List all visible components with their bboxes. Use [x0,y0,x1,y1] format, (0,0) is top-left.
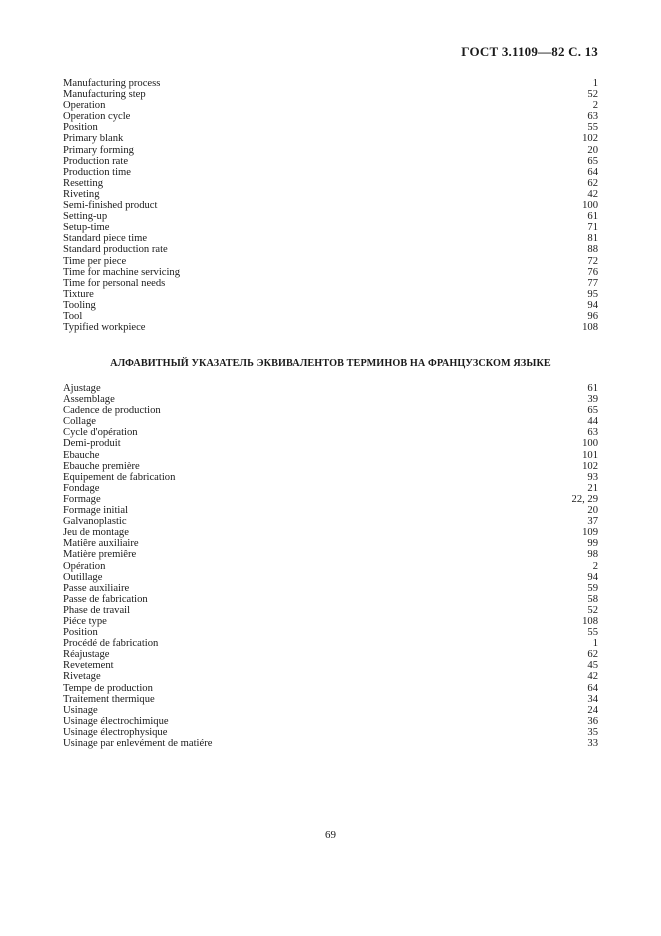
index-term: Cadence de production [63,405,161,417]
index-term: Galvanoplastic [63,516,127,528]
index-entry [63,322,598,333]
index-number: 37 [587,516,598,528]
index-number: 55 [587,122,598,134]
index-number: 21 [587,482,598,494]
index-term: Réajustage [63,649,110,661]
english-term-index [63,78,598,333]
index-number: 98 [587,549,598,561]
index-entry [63,438,598,449]
index-number: 99 [587,538,598,550]
index-number: 102 [582,133,598,145]
index-entry [63,738,598,749]
index-number: 96 [587,310,598,322]
index-entry [63,583,598,594]
index-number: 71 [587,222,598,234]
index-entry [63,78,598,89]
index-term: Usinage [63,704,98,716]
index-entry [63,416,598,427]
index-number: 39 [587,394,598,406]
index-number: 93 [587,471,598,483]
index-number: 2 [592,100,598,112]
index-number: 62 [587,177,598,189]
index-entry [63,145,598,156]
index-term: Manufacturing step [63,89,146,101]
index-term: Setting-up [63,211,108,223]
index-entry [63,89,598,100]
index-number: 100 [582,200,598,212]
index-entry [63,671,598,682]
index-entry [63,572,598,583]
index-entry [63,267,598,278]
index-number: 33 [587,738,598,749]
index-number: 52 [587,89,598,101]
index-term: Operation [63,100,106,112]
index-number: 94 [587,299,598,311]
index-entry [63,383,598,394]
index-term: Tooling [63,299,96,311]
index-term: Usinage électrochimique [63,715,169,727]
index-entry [63,100,598,111]
index-number: 55 [587,627,598,639]
index-term: Matière premiêre [63,549,137,561]
index-entry [63,278,598,289]
index-term: Resetting [63,177,104,189]
index-term: Piéce type [63,615,107,627]
index-number: 101 [582,449,598,461]
index-number: 88 [587,244,598,256]
index-entry [63,660,598,671]
index-number: 63 [587,427,598,439]
index-term: Fondage [63,482,100,494]
index-entry [63,472,598,483]
index-entry [63,405,598,416]
french-index-title: АЛФАВИТНЫЙ УКАЗАТЕЛЬ ЭКВИВАЛЕНТОВ ТЕРМИНОВ НА ФРАНЦУЗСКОМ ЯЗЫКЕ [110,358,551,369]
index-term: Collage [63,416,96,428]
index-entry [63,505,598,516]
index-entry [63,211,598,222]
index-term: Tempe de production [63,682,153,694]
index-term: Time for personal needs [63,277,166,289]
index-entry [63,167,598,178]
index-entry [63,222,598,233]
index-term: Demi-produit [63,438,121,450]
index-number: 20 [587,144,598,156]
index-number: 44 [587,416,598,428]
index-entry [63,494,598,505]
index-number: 109 [582,527,598,539]
page-header: ГОСТ 3.1109—82 С. 13 [461,44,598,59]
index-term: Tixture [63,288,94,300]
index-term: Riveting [63,188,100,200]
index-term: Formage [63,493,101,505]
index-term: Cycle d'opération [63,427,138,439]
index-entry [63,256,598,267]
index-term: Primary blank [63,133,124,145]
index-entry [63,178,598,189]
index-entry [63,683,598,694]
index-term: Formage initial [63,505,129,517]
index-entry [63,156,598,167]
index-number: 81 [587,233,598,245]
index-entry [63,616,598,627]
index-term: Traitement thermique [63,693,155,705]
index-entry [63,300,598,311]
index-term: Passe auxiliaire [63,582,130,594]
page-number: 69 [325,829,336,841]
index-entry [63,561,598,572]
index-number: 94 [587,571,598,583]
index-entry [63,638,598,649]
index-term: Matiêre auxiliaire [63,538,139,550]
index-entry [63,627,598,638]
index-entry [63,311,598,322]
index-entry [63,200,598,211]
index-number: 59 [587,582,598,594]
index-number: 62 [587,649,598,661]
index-number: 64 [587,682,598,694]
french-term-index [63,383,598,749]
index-term: Position [63,122,98,134]
index-entry [63,244,598,255]
index-entry [63,716,598,727]
index-entry [63,122,598,133]
index-entry [63,705,598,716]
index-entry [63,394,598,405]
index-term: Standard production rate [63,244,168,256]
index-number: 63 [587,111,598,123]
index-term: Primary forming [63,144,134,156]
index-term: Time per piece [63,255,127,267]
index-number: 61 [587,383,598,394]
index-entry [63,427,598,438]
index-term: Passe de fabrication [63,593,148,605]
index-entry [63,527,598,538]
index-number: 20 [587,505,598,517]
index-entry [63,516,598,527]
index-number: 24 [587,704,598,716]
index-entry [63,694,598,705]
index-number: 1 [592,638,598,650]
index-number: 102 [582,460,598,472]
index-entry [63,450,598,461]
index-number: 2 [592,560,598,572]
index-term: Ebauche [63,449,100,461]
index-term: Position [63,627,98,639]
index-number: 64 [587,166,598,178]
index-number: 61 [587,211,598,223]
index-term: Equipement de fabrication [63,471,176,483]
index-term: Time for machine servicing [63,266,180,278]
index-number: 108 [582,615,598,627]
index-entry [63,727,598,738]
index-number: 77 [587,277,598,289]
index-term: Usinage électrophysique [63,726,168,738]
index-entry [63,189,598,200]
index-term: Production rate [63,155,129,167]
index-term: Operation cycle [63,111,131,123]
index-entry [63,483,598,494]
index-term: Semi-finished product [63,200,158,212]
index-term: Jeu de montage [63,527,129,539]
index-term: Assemblage [63,394,115,406]
index-number: 65 [587,405,598,417]
index-term: Opération [63,560,106,572]
index-term: Usinage par enlevément de matiére [63,738,213,749]
index-number: 76 [587,266,598,278]
index-term: Tool [63,310,83,322]
index-entry [63,111,598,122]
index-term: Phase de travail [63,604,131,616]
index-number: 42 [587,188,598,200]
index-entry [63,538,598,549]
index-number: 42 [587,671,598,683]
index-number: 52 [587,604,598,616]
index-term: Rivetage [63,671,101,683]
index-term: Ebauche première [63,460,140,472]
index-entry [63,649,598,660]
index-number: 100 [582,438,598,450]
index-number: 22, 29 [571,493,598,505]
index-term: Revetement [63,660,114,672]
index-term: Standard piece time [63,233,148,245]
index-term: Procédé de fabrication [63,638,159,650]
index-number: 34 [587,693,598,705]
index-number: 1 [592,78,598,89]
index-number: 72 [587,255,598,267]
index-entry [63,594,598,605]
index-number: 108 [582,322,598,334]
index-number: 36 [587,715,598,727]
index-term: Production time [63,166,131,178]
index-number: 95 [587,288,598,300]
index-entry [63,461,598,472]
index-term: Manufacturing process [63,78,161,89]
index-term: Outillage [63,571,103,583]
index-number: 58 [587,593,598,605]
index-entry [63,549,598,560]
index-term: Ajustage [63,383,101,394]
index-number: 45 [587,660,598,672]
index-entry [63,133,598,144]
index-entry [63,605,598,616]
index-entry [63,289,598,300]
index-term: Typified workpiece [63,322,146,334]
index-term: Setup-time [63,222,110,234]
index-number: 35 [587,726,598,738]
index-entry [63,233,598,244]
index-number: 65 [587,155,598,167]
